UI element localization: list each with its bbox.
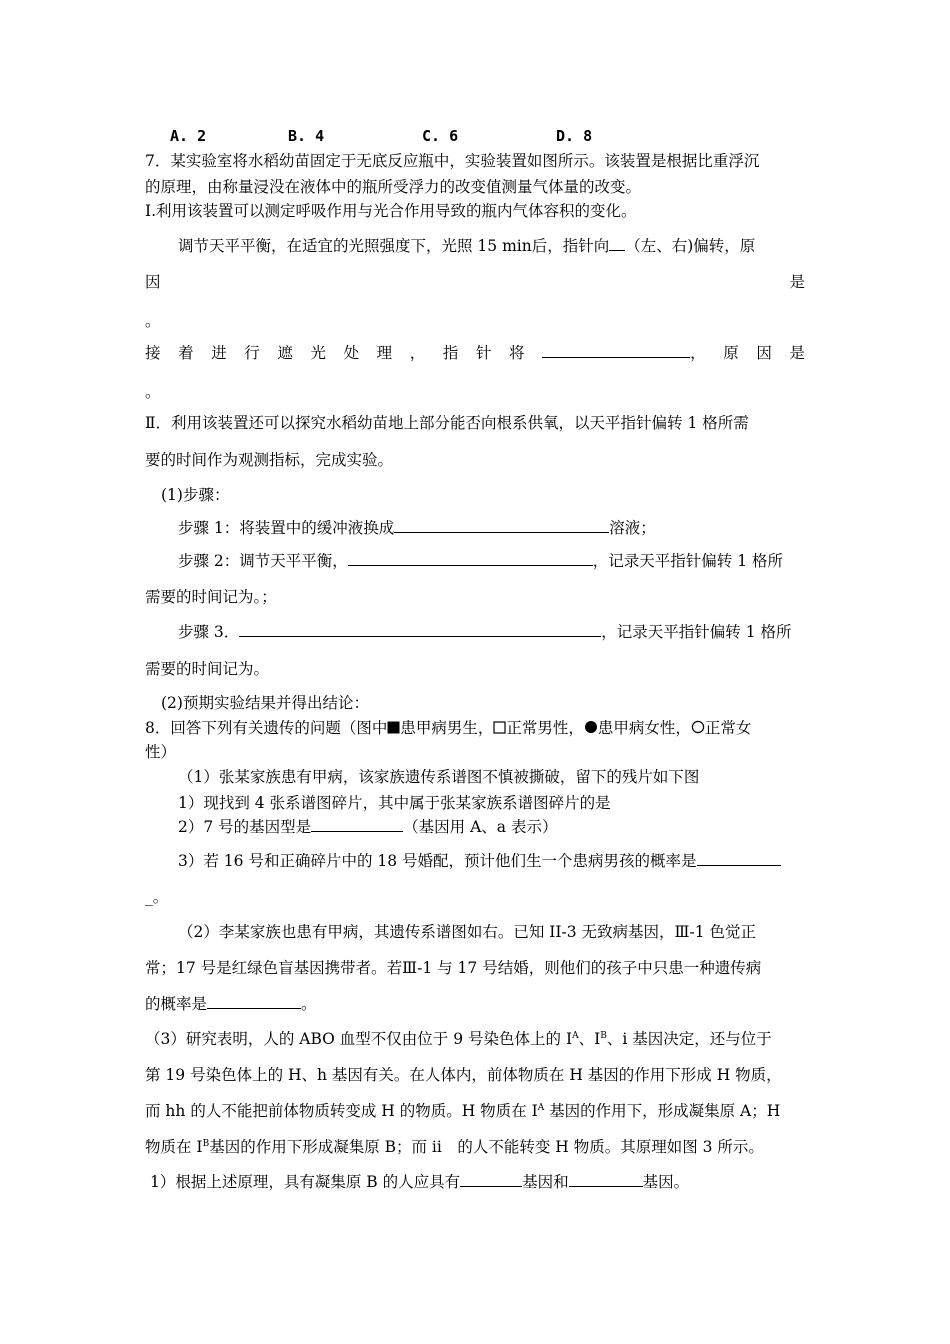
empty-circle-icon [691, 720, 705, 734]
answer-blank-probability-2[interactable] [207, 994, 301, 1009]
q8-s1-2 [178, 817, 557, 837]
q8-s3-q1-text-c: 基因。 [642, 1173, 690, 1191]
q7-p2-char: 行 [244, 344, 260, 362]
q7-p2-char: 理 [376, 344, 393, 362]
q7-p1-text-a: 调节天平平衡，在适宜的光照强度下，光照 15 min后，指针向 [178, 237, 610, 255]
q7-p2-tail: 因 [756, 344, 772, 362]
answer-blank-step-2[interactable] [348, 551, 593, 566]
q8-s3-l1-text-a: （3）研究表明，人的 ABO 血型不仅由位于 9 号染色体上的 I [145, 1030, 573, 1048]
q7-step-2-text: 步骤 2：调节天平平衡， [178, 552, 348, 570]
allele-a-sup: A [572, 1031, 579, 1041]
q7-p1-right: 是 [789, 273, 805, 291]
allele-b-sup: B [202, 1139, 210, 1149]
option-d: D. 8 [556, 127, 593, 145]
q7-p2-tail: 是 [789, 344, 805, 362]
q8-s3-l3-text-a: 而 hh 的人不能把前体物质转变成 H 的物质。H 物质在 I [145, 1102, 538, 1120]
q7-step-3 [178, 622, 792, 642]
empty-square-icon [493, 721, 506, 734]
q8-l1-text-e: 正常女 [704, 719, 752, 737]
q8-s3-line-1 [145, 1029, 772, 1049]
answer-blank-solution[interactable] [394, 518, 609, 533]
q8-l1-text-c: 正常男性， [506, 719, 584, 737]
q7-step-3-text: 步骤 3． [178, 623, 240, 641]
answer-blank-probability-1[interactable] [697, 851, 781, 866]
answer-blank-genotype[interactable] [311, 817, 403, 832]
q7-step-2-cont: 需要的时间记为。； [145, 588, 277, 606]
q8-l1-text-a: 8．回答下列有关遗传的问题（图中 [145, 719, 388, 737]
q7-step-2 [178, 551, 783, 571]
q8-s1-2-end: （基因用 A、a 表示） [403, 818, 558, 836]
q7-step-3-end: ，记录天平指针偏转 1 格所 [601, 623, 792, 641]
q7-p2-char: 进 [211, 344, 227, 362]
q8-s3-l4-text-b: 基因的作用下形成凝集原 B；而 ii 的人不能转变 H 物质。其原理如图 3 所示。 [209, 1138, 764, 1156]
filled-circle-icon [584, 720, 598, 734]
q7-p1-end: 。 [145, 312, 161, 330]
q8-s1-3-end: _。 [145, 888, 169, 906]
q8-l1-text-b: 患甲病男生， [400, 719, 494, 737]
q7-p2-char: 处 [343, 344, 360, 362]
q7-part2-line-2: 要的时间作为观测指标，完成实验。 [145, 451, 394, 469]
q8-s1-3-text: 3）若 16 号和正确碎片中的 18 号婚配，预计他们生一个患病男孩的概率是 [178, 852, 697, 870]
q7-line-1: 7．某实验室将水稻幼苗固定于无底反应瓶中，实验装置如图所示。该装置是根据比重浮沉 [145, 152, 760, 170]
q8-s3-l4-text-a: 物质在 I [145, 1138, 203, 1156]
q7-step-2-end: ，记录天平指针偏转 1 格所 [592, 552, 784, 570]
q7-p1-line-c [145, 272, 805, 292]
q8-s3-q1 [150, 1172, 689, 1192]
q8-s3-line-3 [145, 1101, 780, 1121]
q8-s1: （1）张某家族患有甲病，该家族遗传系谱图不慎被撕破，留下的残片如下图 [178, 768, 700, 786]
q7-p2-tail: 原 [723, 344, 739, 362]
q8-s3-l1-text-b: 、I [578, 1030, 601, 1048]
q8-l1-text-d: 患甲病女性， [597, 719, 691, 737]
q8-s3-q1-text-b: 基因和 [522, 1173, 569, 1191]
filled-square-icon [387, 721, 400, 734]
q7-step-1 [178, 518, 656, 538]
q7-p1-line-a [178, 236, 755, 256]
answer-blank-pointer[interactable] [542, 343, 690, 358]
q8-s3-l1-text-c: 、i 基因决定，还与位于 [606, 1030, 772, 1048]
q7-p1-text-b: （左、右)偏转，原 [625, 237, 756, 255]
q7-p2-char: 针 [475, 344, 492, 362]
allele-b-sup: B [600, 1031, 607, 1041]
q8-line-1 [145, 718, 751, 738]
q8-s1-3 [178, 851, 781, 871]
q8-s2-l3-text: 的概率是 [145, 995, 208, 1013]
q7-line-2: 的原理，由称量浸没在液体中的瓶所受浮力的改变值测量气体量的改变。 [145, 178, 642, 196]
q8-s3-q1-text-a: 1）根据上述原理，具有凝集原 B 的人应具有 [150, 1173, 461, 1191]
q7-p2-char: ， [409, 344, 426, 362]
allele-a-sup: A [537, 1103, 545, 1113]
q8-s2-line-1: （2）李某家族也患有甲病，其遗传系谱图如右。已知 II-3 无致病基因，Ⅲ-1 色觉正 [178, 923, 757, 941]
q8-s2-line-2: 常；17 号是红绿色盲基因携带者。若Ⅲ-1 与 17 号结婚，则他们的孩子中只患一种遗传病 [145, 959, 762, 977]
q8-s1-2-text: 2）7 号的基因型是 [178, 818, 312, 836]
q7-p2-end: 。 [145, 383, 161, 401]
q8-s2-line-3 [145, 994, 317, 1014]
q7-step-3-cont: 需要的时间记为。 [145, 660, 270, 678]
q8-s3-l3-text-b: 基因的作用下，形成凝集原 A；H [544, 1102, 781, 1120]
q7-p2-char: 着 [178, 344, 194, 362]
answer-blank-gene-1[interactable] [460, 1172, 522, 1187]
q7-p2-line [145, 343, 805, 363]
answer-blank-direction[interactable] [609, 236, 625, 251]
answer-blank-gene-2[interactable] [569, 1172, 643, 1187]
q7-p2-char: 将 [509, 344, 525, 362]
q7-p2-comma: ， [690, 344, 706, 362]
q8-line-2: 性） [145, 743, 177, 761]
q7-p1-left: 因 [145, 273, 161, 291]
q7-p2-char: 指 [442, 344, 459, 362]
option-a: A. 2 [170, 127, 207, 145]
q8-s2-l3-end: 。 [301, 995, 317, 1013]
q7-p2-char: 接 [145, 344, 161, 362]
q8-s3-line-2: 第 19 号染色体上的 H、h 基因有关。在人体内，前体物质在 H 基因的作用下形成 H 物质， [145, 1066, 782, 1084]
q7-step-1-text: 步骤 1：将装置中的缓冲液换成 [178, 519, 395, 537]
q7-steps-title: (1)步骤： [161, 486, 230, 504]
q7-part2-line-1: Ⅱ．利用该装置还可以探究水稻幼苗地上部分能否向根系供氧，以天平指针偏转 1 格所需 [145, 414, 749, 432]
q7-step-1-end: 溶液； [609, 519, 656, 537]
option-b: B. 4 [288, 127, 325, 145]
answer-blank-step-3[interactable] [239, 622, 601, 637]
q7-p2-char: 遮 [277, 344, 293, 362]
q7-p2-char: 光 [310, 344, 326, 362]
option-c: C. 6 [422, 127, 459, 145]
q8-s1-1: 1）现找到 4 张系谱图碎片，其中属于张某家族系谱图碎片的是 [178, 794, 611, 812]
q7-part1-title: I.利用该装置可以测定呼吸作用与光合作用导致的瓶内气体容积的变化。 [145, 202, 637, 220]
q8-s3-line-4 [145, 1137, 764, 1157]
q7-result-title: (2)预期实验结果并得出结论： [161, 694, 369, 712]
